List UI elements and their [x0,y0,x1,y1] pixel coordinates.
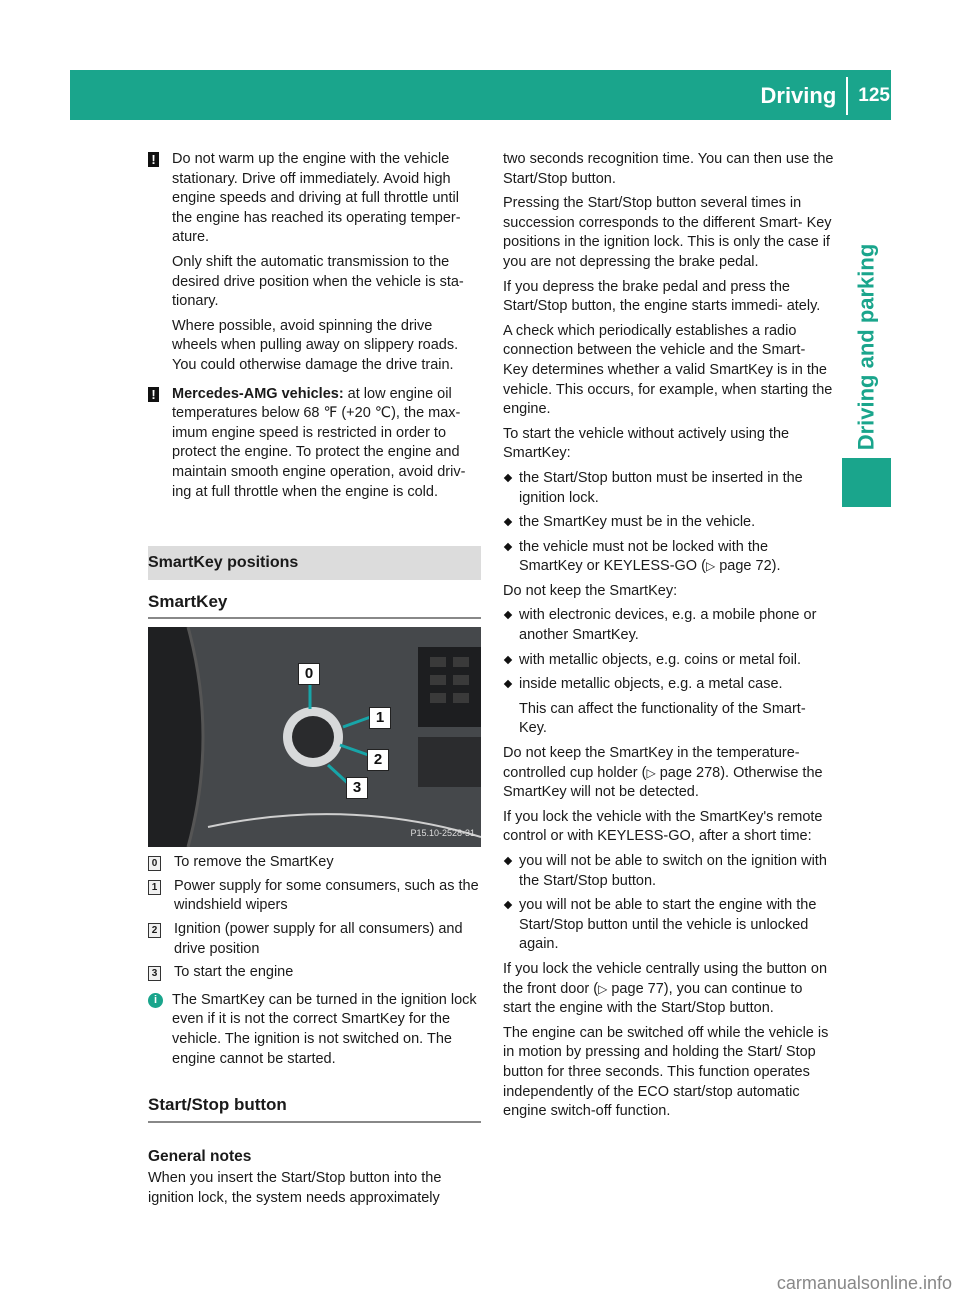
list-note: This can affect the functionality of the Smart- Key. [519,700,806,737]
legend-item [148,963,481,983]
warning-icon: ! [148,387,159,402]
info-text: The SmartKey can be turned in the ignition lock even if it is not the correct SmartKey for the vehicle. The ignition is not switched on. The engine cannot be started. [172,991,477,1067]
warning-bold: Mercedes-AMG vehicles: [172,385,344,402]
paragraph [503,960,834,1019]
list-item: with electronic devices, e.g. a mobile phone or another SmartKey. [503,606,834,645]
section-name: Driving [760,83,837,108]
legend-item [148,920,481,959]
list-item: the Start/Stop button must be inserted in the ignition lock. [503,469,834,508]
figure-tag-3: 3 [346,777,368,799]
paragraph: A check which periodically establishes a radio connection between the vehicle and the Smart- Key determines whether a valid SmartKey is in the vehicle. This occurs, for example, when starting the engine. [503,322,833,418]
para-text: Do not keep the SmartKey in the temperature- controlled cup holder ( [503,745,800,781]
paragraph: Pressing the Start/Stop button several times in succession corresponds to the different Smart- Key positions in the ignition lock. This is only the case if you are not depressing the brake pedal. [503,195,832,270]
legend-text: Ignition (power supply for all consumers) and drive position [174,921,463,957]
list-text: the vehicle must not be locked with the SmartKey or KEYLESS-GO ( [519,538,769,575]
figure-legend [148,853,481,983]
list-item [503,538,834,577]
ignition-illustration [148,627,481,847]
warning-text: Only shift the automatic transmission to the desired drive position when the vehicle is sta- tionary. [172,253,464,310]
paragraph: If you lock the vehicle with the SmartKey's remote control or with KEYLESS-GO, after a short time: [503,808,823,845]
chapter-label: Driving and parking [853,243,879,451]
page-header [665,80,890,112]
legend-key: 3 [148,966,161,981]
paragraph: If you depress the brake pedal and press the Start/Stop button, the engine starts immedi- ately. [503,278,821,315]
page-ref-icon: ▷ [705,559,716,574]
warning-text [172,385,481,503]
list-item [503,675,834,739]
figure-tag-1: 1 [369,707,391,729]
figure-tag-0: 0 [298,663,320,685]
legend-item [148,877,481,916]
list-text: page 72). [715,558,781,575]
list-text: inside metallic objects, e.g. a metal case. [519,676,783,693]
page-ref-icon: ▷ [598,981,608,996]
legend-key: 0 [148,856,161,871]
header-divider [846,77,848,115]
bullet-list [503,606,834,739]
bullet-list [503,469,834,577]
info-note [148,991,481,1069]
figure-tag-2: 2 [367,749,389,771]
figure-caption: P15.10-2528-31 [410,827,475,838]
legend-text: Power supply for some consumers, such as the windshield wipers [174,877,479,914]
para-text: If you lock the vehicle centrally using the button on the front door ( [503,960,828,997]
bullet-list [503,852,834,955]
info-icon: i [148,993,163,1008]
para-text: page 77), you can continue to start the engine with the Start/Stop button. [503,980,803,1017]
heading-start-stop: Start/Stop button [148,1095,481,1123]
legend-item [148,853,481,873]
left-column [148,150,481,1214]
page-ref-icon: ▷ [646,765,656,780]
para-text: page 278). Otherwise the SmartKey will not be detected. [503,764,823,801]
subsection-title: SmartKey [148,592,481,620]
general-notes-text: When you insert the Start/Stop button into the ignition lock, the system needs approximately [148,1170,442,1206]
list-item: with metallic objects, e.g. coins or metal foil. [503,651,834,671]
warning-text: Do not warm up the engine with the vehicle stationary. Drive off immediately. Avoid high engine speeds and driving at full throttle until the engine has reached its operating temper- ature. [172,151,461,246]
chapter-marker [842,458,891,507]
paragraph: The engine can be switched off while the vehicle is in motion by pressing and holding the Start/ Stop button for three seconds. This function operates independently of the ECO start/stop automatic engine switch-off function. [503,1024,829,1120]
paragraph: two seconds recognition time. You can then use the Start/Stop button. [503,151,834,187]
warning-body: at low engine oil temperatures below 68 ℉ (+20 ℃), the max- imum engine speed is restricted in order to protect the engine. To protect the engine and maintain smooth engine operation, avoid driv- ing at full throttle when the engine is cold. [172,385,466,500]
list-item: you will not be able to switch on the ignition with the Start/Stop button. [503,852,834,891]
warning-text: Where possible, avoid spinning the drive wheels when pulling away on slippery roads. You could otherwise damage the drive train. [172,317,459,373]
page-number: 125 [858,85,890,106]
warning-icon: ! [148,152,159,167]
warning-block [148,150,481,376]
heading-general-notes: General notes [148,1147,252,1165]
legend-text: To remove the SmartKey [174,854,334,871]
legend-key: 2 [148,923,161,938]
list-item: you will not be able to start the engine with the Start/Stop button until the vehicle is unlocked again. [503,896,834,955]
list-item: the SmartKey must be in the vehicle. [503,513,834,533]
section-title-text: SmartKey positions [148,554,299,572]
legend-key: 1 [148,880,161,895]
paragraph: Do not keep the SmartKey: [503,582,678,599]
legend-text: To start the engine [174,964,294,981]
warning-block-amg [148,385,481,503]
watermark: carmanualsonline.info [776,1273,952,1293]
paragraph: To start the vehicle without actively using the SmartKey: [503,425,790,462]
side-chapter-tab [842,238,891,456]
right-column [503,150,834,1127]
paragraph [503,744,834,803]
smartkey-figure [148,627,481,847]
section-title [148,546,481,580]
